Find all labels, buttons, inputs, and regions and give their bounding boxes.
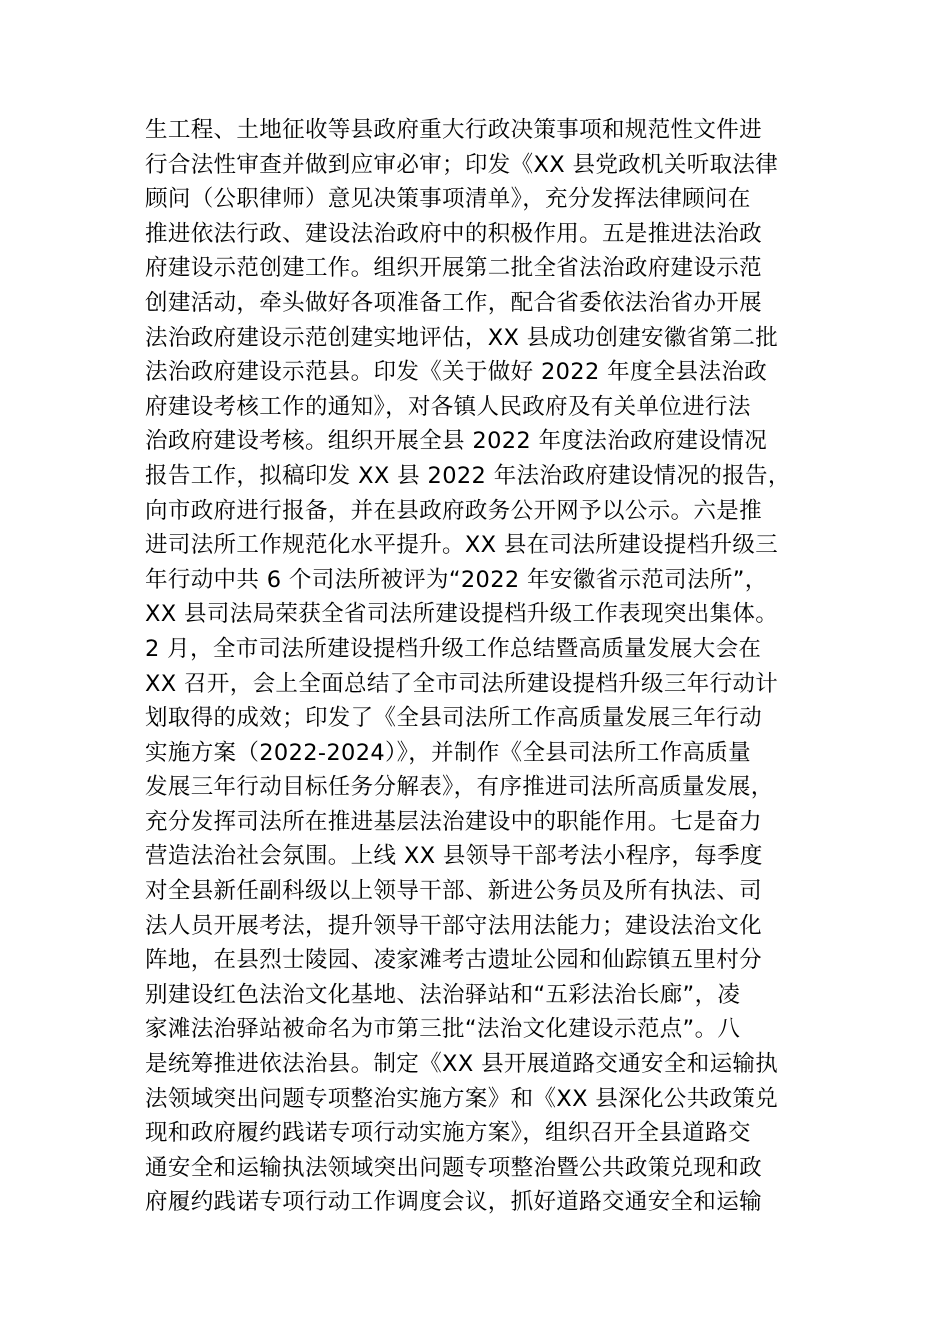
text-line: 府履约践诺专项行动工作调度会议，抓好道路交通安全和运输 <box>145 1189 762 1216</box>
text-line: 治政府建设考核。组织开展全县 2022 年度法治政府建设情况 <box>145 428 768 455</box>
text-line: 现和政府履约践诺专项行动实施方案》，组织召开全县道路交 <box>145 1120 751 1147</box>
text-line: 家滩法治驿站被命名为市第三批“法治文化建设示范点”。八 <box>145 1016 741 1043</box>
text-line: 阵地，在县烈士陵园、凌家滩考古遗址公园和仙踪镇五里村分 <box>145 947 762 974</box>
text-line: 创建活动，牵头做好各项准备工作，配合省委依法治省办开展 <box>145 289 762 316</box>
text-line: XX 召开，会上全面总结了全市司法所建设提档升级三年行动计 <box>145 670 779 697</box>
text-line: 划取得的成效；印发了《全县司法所工作高质量发展三年行动 <box>145 705 762 732</box>
text-line: 是统筹推进依法治县。制定《XX 县开展道路交通安全和运输执 <box>145 1051 779 1078</box>
text-line: 别建设红色法治文化基地、法治驿站和“五彩法治长廊”，凌 <box>145 981 741 1008</box>
text-line: 生工程、土地征收等县政府重大行政决策事项和规范性文件进 <box>145 117 762 143</box>
text-line: 2 月，全市司法所建设提档升级工作总结暨高质量发展大会在 <box>145 635 762 662</box>
text-line: 府建设示范创建工作。组织开展第二批全省法治政府建设示范 <box>145 255 762 282</box>
text-line: 府建设考核工作的通知》，对各镇人民政府及有关单位进行法 <box>145 393 751 420</box>
text-line: 通安全和运输执法领域突出问题专项整治暨公共政策兑现和政 <box>145 1154 762 1181</box>
text-line: 进司法所工作规范化水平提升。XX 县在司法所建设提档升级三 <box>145 532 779 559</box>
text-line: 报告工作，拟稿印发 XX 县 2022 年法治政府建设情况的报告， <box>145 462 791 489</box>
text-line: 顾问（公职律师）意见决策事项清单》，充分发挥法律顾问在 <box>145 186 751 213</box>
text-line: 充分发挥司法所在推进基层法治建设中的职能作用。七是奋力 <box>145 808 762 835</box>
body-paragraph <box>145 113 825 1220</box>
text-line: 法治政府建设示范县。印发《关于做好 2022 年度全县法治政 <box>145 359 768 386</box>
text-line: 年行动中共 6 个司法所被评为“2022 年安徽省示范司法所”， <box>145 566 768 593</box>
text-line: 向市政府进行报备，并在县政府政务公开网予以公示。六是推 <box>145 497 762 524</box>
text-line: 对全县新任副科级以上领导干部、新进公务员及所有执法、司 <box>145 878 762 905</box>
text-line: 法领域突出问题专项整治实施方案》和《XX 县深化公共政策兑 <box>145 1085 779 1112</box>
text-line: 实施方案（2022-2024）》，并制作《全县司法所工作高质量 <box>145 739 751 766</box>
text-line: 法人员开展考法，提升领导干部守法用法能力；建设法治文化 <box>145 912 762 939</box>
text-line: XX 县司法局荣获全省司法所建设提档升级工作表现突出集体。 <box>145 601 779 628</box>
text-line: 发展三年行动目标任务分解表》，有序推进司法所高质量发展， <box>145 774 774 801</box>
text-line: 营造法治社会氛围。上线 XX 县领导干部考法小程序，每季度 <box>145 843 763 870</box>
text-line: 行合法性审查并做到应审必审；印发《XX 县党政机关听取法律 <box>145 151 779 178</box>
text-line: 推进依法行政、建设法治政府中的积极作用。五是推进法治政 <box>145 220 762 247</box>
text-line: 法治政府建设示范创建实地评估，XX 县成功创建安徽省第二批 <box>145 324 779 351</box>
